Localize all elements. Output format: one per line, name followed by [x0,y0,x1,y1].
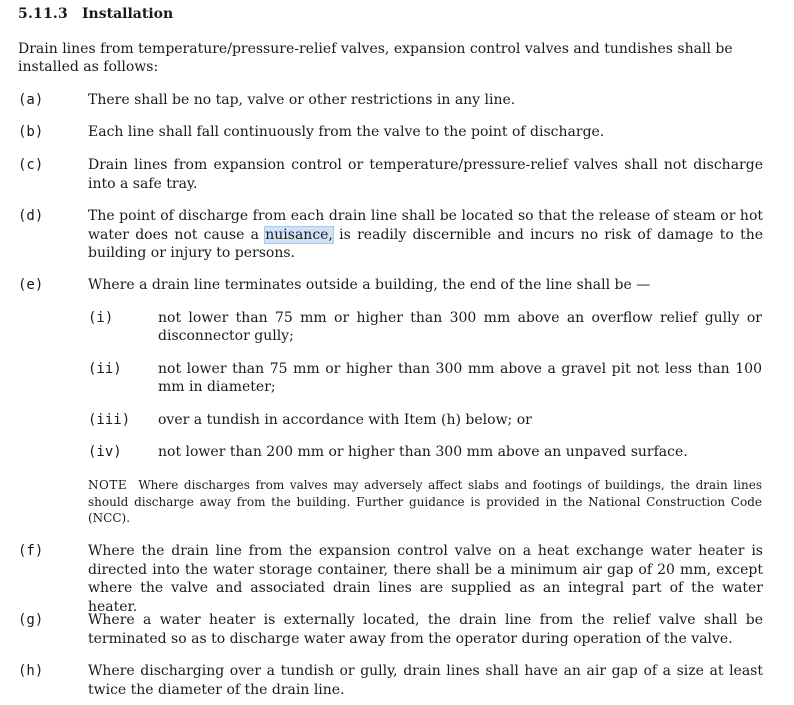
list-item-e [18,276,778,295]
section-title: Installation [82,6,174,22]
item-label: (c) [18,157,44,173]
sub-item-text: not lower than 75 mm or higher than 300 mm above an overflow relief gully or disconnector gully; [158,310,762,344]
item-label: (h) [18,663,44,679]
item-text: Where a water heater is externally located, the drain line from the relief valve shall be terminated so as to discharge water away from the operator during operation of the valve. [88,612,763,647]
item-label: (f) [18,543,44,559]
item-label: (e) [18,277,44,293]
sub-item-i [88,309,768,345]
item-label: (a) [18,92,44,108]
item-text: Drain lines from expansion control or temperature/pressure-relief valves shall not discharge into a safe tray. [88,157,763,192]
item-label: (b) [18,124,44,140]
list-item-g [18,611,778,648]
sub-item-text: over a tundish in accordance with Item (h) below; or [158,412,532,428]
item-text: Where a drain line terminates outside a building, the end of the line shall be — [88,277,651,293]
item-label: (d) [18,208,44,224]
sub-item-iv [88,443,768,461]
item-text-before: The point of discharge from each drain line shall be located so that the release of steam or hot water does not cause a [88,208,763,243]
list-item-h [18,662,778,699]
note-label: NOTE [88,478,128,492]
list-item-a [18,91,778,110]
item-text: There shall be no tap, valve or other restrictions in any line. [88,92,516,108]
item-text: Each line shall fall continuously from the valve to the point of discharge. [88,124,605,140]
sub-item-text: not lower than 75 mm or higher than 300 mm above a gravel pit not less than 100 mm in diameter; [158,361,762,395]
sub-item-label: (i) [88,310,114,326]
list-item-d [18,207,778,263]
sub-item-label: (ii) [88,361,122,377]
item-text [88,207,763,263]
sub-item-text: not lower than 200 mm or higher than 300 mm above an unpaved surface. [158,444,688,460]
section-number: 5.11.3 [18,6,68,22]
item-text: Where the drain line from the expansion control valve on a heat exchange water heater is directed into the water storage container, there shall be a minimum air gap of 20 mm, except where the valve and associated drain lines are supplied as an integral part of the water heater. [88,543,763,615]
sub-item-label: (iv) [88,444,122,460]
sub-item-ii [88,360,768,396]
selected-text-highlight[interactable]: nuisance, [265,226,333,243]
item-label: (g) [18,612,44,628]
sub-item-iii [88,411,768,429]
list-item-b [18,123,778,142]
list-item-f [18,542,778,616]
sub-item-label: (iii) [88,412,131,428]
list-item-c [18,156,778,193]
note-paragraph [88,477,762,527]
item-text: Where discharging over a tundish or gully, drain lines shall have an air gap of a size at least twice the diameter of the drain line. [88,663,763,698]
section-heading [18,6,173,22]
intro-paragraph: Drain lines from temperature/pressure-relief valves, expansion control valves and tundishes shall be installed as follows: [18,41,733,75]
note-text: Where discharges from valves may adversely affect slabs and footings of buildings, the drain lines should discharge away from the building. Further guidance is provided in the National Construction Code (NCC). [88,478,762,525]
item-text-after: is readily discernible and incurs no risk of damage to the building or injury to persons. [88,226,763,261]
